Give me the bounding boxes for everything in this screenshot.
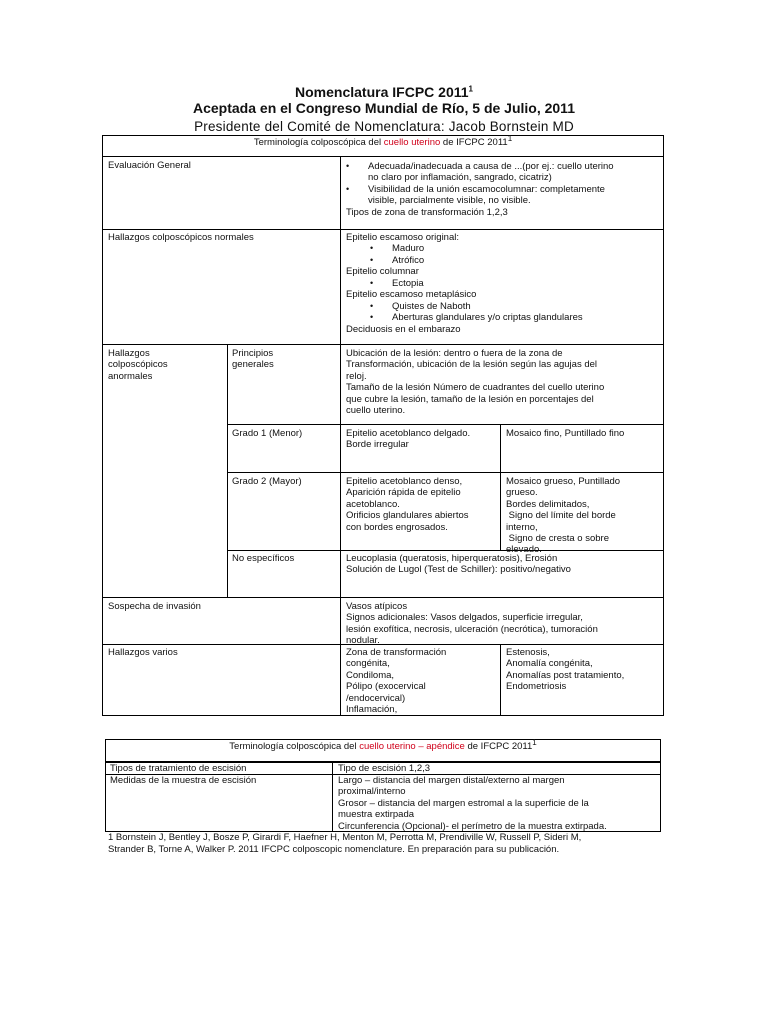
document-subtitle: Aceptada en el Congreso Mundial de Río, 5 de Julio, 2011 <box>193 100 575 116</box>
bullet-icon: • <box>346 161 350 171</box>
normal-naboth: Quistes de Naboth <box>392 301 471 312</box>
principios-text: Ubicación de la lesión: dentro o fuera de la zona de Transformación, ubicación de la lesión según las agujas del reloj. Tamaño de la lesión Número de cuadrantes del cuello uterino que cubre la lesión, tamaño de la lesión en porcentajes del cuello uterino. <box>346 348 605 417</box>
bullet-icon: • <box>370 255 374 265</box>
transformation-zone-types: Tipos de zona de transformación 1,2,3 <box>346 207 508 218</box>
appendix-row1-label: Tipos de tratamiento de escisión <box>110 763 247 774</box>
column-divider <box>227 344 228 597</box>
column-divider <box>500 644 501 716</box>
row-label-general: Evaluación General <box>108 160 191 171</box>
normal-original: Epitelio escamoso original: <box>346 232 460 243</box>
normal-ectopia: Ectopia <box>392 278 424 289</box>
bullet-icon: • <box>370 278 374 288</box>
grado1-mosaico: Mosaico fino, Puntillado fino <box>506 428 625 439</box>
normal-columnar: Epitelio columnar <box>346 266 419 277</box>
appendix-caption: Terminología colposcópica del cuello uterino – apéndice de IFCPC 2011$^1$ <box>229 737 537 752</box>
general-bullet-1: Adecuada/inadecuada a causa de ...(por ej.: cuello uterino no claro por inflamación, sangrado, cicatriz) <box>368 161 614 184</box>
subrow-label-grado2: Grado 2 (Mayor) <box>232 476 302 487</box>
subrow-label-principios: Principios generales <box>232 348 274 371</box>
row-label-invasion: Sospecha de invasión <box>108 601 201 612</box>
divider <box>102 344 664 345</box>
bullet-icon: • <box>370 312 374 322</box>
footnote: 1 Bornstein J, Bentley J, Bosze P, Girardi F, Haefner H, Menton M, Perrotta M, Prendiville W, Russell P, Sideri M, Strander B, Torne A, Walker P. 2011 IFCPC colposcopic nomenclature. En preparación para su publicación. <box>108 832 582 855</box>
column-divider <box>500 424 501 550</box>
document-title: Nomenclatura IFCPC 2011$^1$ <box>295 84 473 100</box>
varios-col-b: Estenosis, Anomalía congénita, Anomalías post tratamiento, Endometriosis <box>506 647 625 693</box>
divider <box>102 229 664 230</box>
appendix-row2-label: Medidas de la muestra de escisión <box>110 775 257 786</box>
row-label-normal: Hallazgos colposcópicos normales <box>108 232 254 243</box>
grado1-epitelio: Epitelio acetoblanco delgado. Borde irregular <box>346 428 471 451</box>
appendix-row1-value: Tipo de escisión 1,2,3 <box>338 763 431 774</box>
no-especificos-text: Leucoplasia (queratosis, hiperqueratosis), Erosión Solución de Lugol (Test de Schiller): positivo/negativo <box>346 553 571 576</box>
grado2-mosaico: Mosaico grueso, Puntillado grueso. Bordes delimitados, Signo del límite del borde interno, Signo de cresta o sobre elevado. <box>506 476 621 556</box>
varios-col-a: Zona de transformación congénita, Condiloma, Pólipo (exocervical /endocervical) Inflamación, <box>346 647 447 716</box>
column-divider <box>332 762 333 832</box>
normal-deciduosis: Deciduosis en el embarazo <box>346 324 461 335</box>
normal-metaplasico: Epitelio escamoso metaplásico <box>346 289 477 300</box>
row-label-varios: Hallazgos varios <box>108 647 178 658</box>
general-bullet-2: Visibilidad de la unión escamocolumnar: completamente visible, parcialmente visible, no visible. <box>368 184 605 207</box>
table-caption: Terminología colposcópica del cuello uterino de IFCPC 2011$^1$ <box>253 133 513 148</box>
bullet-icon: • <box>346 184 350 194</box>
invasion-text: Vasos atípicos Signos adicionales: Vasos delgados, superficie irregular, lesión exofítica, necrosis, ulceración (necrótica), tumoración nodular. <box>346 601 598 647</box>
divider <box>227 424 664 425</box>
normal-aberturas: Aberturas glandulares y/o criptas glandulares <box>392 312 583 323</box>
bullet-icon: • <box>370 301 374 311</box>
divider <box>102 597 664 598</box>
committee-president: Presidente del Comité de Nomenclatura: Jacob Bornstein MD <box>194 119 574 134</box>
column-divider <box>340 156 341 716</box>
row-label-abnormal: Hallazgos colposcópicos anormales <box>108 348 168 382</box>
subrow-label-no-especificos: No específicos <box>232 553 295 564</box>
appendix-row2-value: Largo – distancia del margen distal/externo al margen proximal/interno Grosor – distancia del margen estromal a la superficie de la muestra extirpada Circunferencia (Opcional)- el perímetro de la muestra extirpada. <box>338 775 607 832</box>
normal-maduro: Maduro <box>392 243 425 254</box>
bullet-icon: • <box>370 243 374 253</box>
subrow-label-grado1: Grado 1 (Menor) <box>232 428 303 439</box>
divider <box>102 156 664 157</box>
divider <box>227 472 664 473</box>
normal-atrofico: Atrófico <box>392 255 425 266</box>
grado2-epitelio: Epitelio acetoblanco denso, Aparición rápida de epitelio acetoblanco. Orificios glandulares abiertos con bordes engrosados. <box>346 476 469 533</box>
